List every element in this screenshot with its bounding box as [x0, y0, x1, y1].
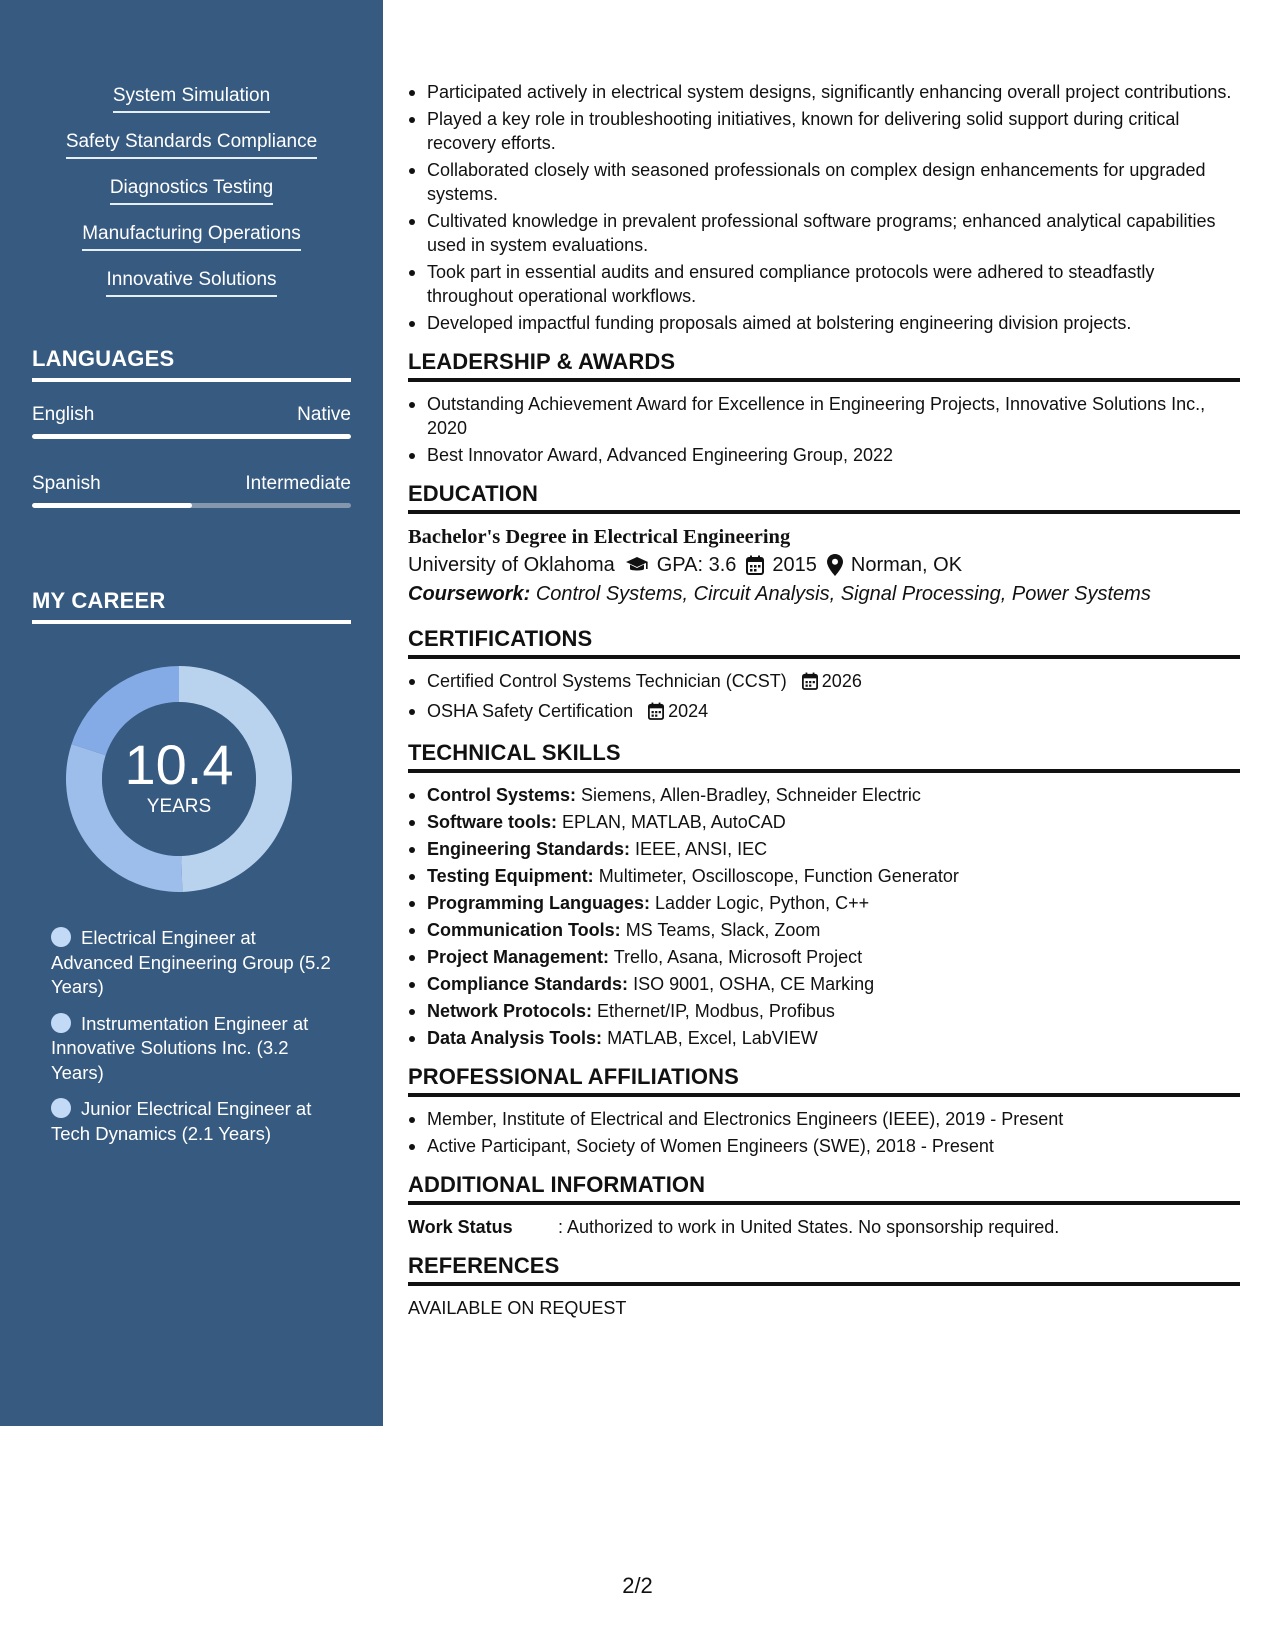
skill-value: IEEE, ANSI, IEC — [635, 839, 768, 859]
career-item-text: Electrical Engineer at Advanced Engineering Group (5.2 Years) — [51, 927, 331, 997]
skill-link[interactable]: Innovative Solutions — [106, 268, 276, 297]
school-name: University of Oklahoma — [408, 554, 615, 576]
career-dot-icon — [51, 1098, 71, 1118]
certifications-section — [408, 626, 1240, 726]
experience-bullet: Took part in essential audits and ensured compliance protocols were adhered to steadfastly throughout operational workflows. — [408, 260, 1240, 308]
certification-year: 2024 — [668, 701, 709, 721]
page-number: 2/2 — [622, 1573, 653, 1598]
language-level: Native — [297, 404, 351, 425]
skill-value: Multimeter, Oscilloscope, Function Generator — [598, 866, 959, 886]
career-donut-chart — [66, 666, 292, 892]
education-details — [408, 550, 1240, 580]
references-section — [408, 1253, 1240, 1320]
graduation-cap-icon — [625, 556, 649, 574]
skill-value: Ethernet/IP, Modbus, Profibus — [597, 1001, 835, 1021]
additional-info-section — [408, 1172, 1240, 1239]
skill-label: Network Protocols: — [427, 1001, 593, 1021]
career-total-unit: YEARS — [146, 796, 212, 817]
career-item-text: Instrumentation Engineer at Innovative Solutions Inc. (3.2 Years) — [51, 1012, 309, 1083]
experience-bullet: Participated actively in electrical system designs, significantly enhancing overall project contributions. — [408, 80, 1240, 104]
language-level: Intermediate — [245, 473, 351, 494]
skill-label: Programming Languages: — [427, 893, 651, 913]
skill-label: Project Management: — [427, 947, 610, 967]
skill-value: Siemens, Allen-Bradley, Schneider Electric — [581, 785, 921, 805]
technical-skills-section — [408, 740, 1240, 1050]
affiliation-item: Active Participant, Society of Women Engineers (SWE), 2018 - Present — [408, 1134, 1240, 1158]
experience-bullets — [408, 80, 1240, 335]
section-heading: ADDITIONAL INFORMATION — [408, 1172, 1240, 1205]
coursework-label: Coursework: — [408, 583, 531, 605]
skill-label: Control Systems: — [427, 785, 577, 805]
experience-bullet: Collaborated closely with seasoned professionals on complex design enhancements for upgraded systems. — [408, 158, 1240, 206]
skill-value: ISO 9001, OSHA, CE Marking — [633, 974, 875, 994]
skill-value: MS Teams, Slack, Zoom — [625, 920, 821, 940]
leadership-list — [408, 392, 1240, 467]
main-content — [408, 80, 1240, 1320]
skill-item — [408, 783, 1240, 807]
language-bar-fill — [32, 434, 351, 439]
experience-bullet: Played a key role in troubleshooting initiatives, known for delivering solid support during critical recovery efforts. — [408, 107, 1240, 155]
skill-value: MATLAB, Excel, LabVIEW — [607, 1028, 818, 1048]
section-heading: EDUCATION — [408, 481, 1240, 514]
skill-label: Data Analysis Tools: — [427, 1028, 603, 1048]
skill-label: Communication Tools: — [427, 920, 621, 940]
skill-link[interactable]: Diagnostics Testing — [110, 176, 273, 205]
affiliation-item: Member, Institute of Electrical and Electronics Engineers (IEEE), 2019 - Present — [408, 1107, 1240, 1131]
certification-name: OSHA Safety Certification — [427, 701, 634, 721]
graduation-year: 2015 — [772, 554, 817, 576]
language-row — [32, 473, 351, 495]
section-heading: REFERENCES — [408, 1253, 1240, 1286]
experience-bullet: Cultivated knowledge in prevalent professional software programs; enhanced analytical capabilities used in system evaluations. — [408, 209, 1240, 257]
skill-value: EPLAN, MATLAB, AutoCAD — [562, 812, 786, 832]
work-status-row — [408, 1215, 1240, 1239]
work-status-label: Work Status — [408, 1217, 513, 1237]
section-heading: TECHNICAL SKILLS — [408, 740, 1240, 773]
skill-label: Testing Equipment: — [427, 866, 594, 886]
career-item — [51, 1012, 331, 1086]
work-status-value: : Authorized to work in United States. No sponsorship required. — [558, 1217, 1060, 1237]
career-item — [51, 1097, 331, 1146]
skill-item — [408, 945, 1240, 969]
skill-link[interactable]: Manufacturing Operations — [82, 222, 301, 251]
technical-skills-list — [408, 783, 1240, 1050]
leadership-section — [408, 349, 1240, 467]
certification-name: Certified Control Systems Technician (CCST) — [427, 671, 787, 691]
language-name: Spanish — [32, 473, 101, 494]
gpa: GPA: 3.6 — [656, 554, 737, 576]
section-heading: PROFESSIONAL AFFILIATIONS — [408, 1064, 1240, 1097]
skill-item — [408, 837, 1240, 861]
language-bar — [32, 503, 351, 508]
affiliations-list — [408, 1107, 1240, 1158]
career-total — [66, 666, 292, 892]
references-text: AVAILABLE ON REQUEST — [408, 1298, 627, 1318]
coursework — [408, 580, 1240, 608]
language-row — [32, 404, 351, 426]
certification-year: 2026 — [821, 671, 862, 691]
calendar-icon — [746, 555, 764, 575]
career-item — [51, 926, 331, 1000]
skill-item — [408, 972, 1240, 996]
leadership-item: Outstanding Achievement Award for Excellence in Engineering Projects, Innovative Solutions Inc., 2020 — [408, 392, 1240, 440]
career-list — [51, 926, 331, 1158]
skill-label: Compliance Standards: — [427, 974, 629, 994]
skill-item — [408, 918, 1240, 942]
section-heading: LEADERSHIP & AWARDS — [408, 349, 1240, 382]
language-name: English — [32, 404, 95, 425]
skills-list — [0, 84, 383, 314]
career-item-text: Junior Electrical Engineer at Tech Dynamics (2.1 Years) — [51, 1098, 312, 1144]
skill-link[interactable]: System Simulation — [113, 84, 270, 113]
career-dot-icon — [51, 1013, 71, 1033]
language-bar-fill — [32, 503, 192, 508]
location-pin-icon — [827, 554, 843, 576]
calendar-icon — [802, 672, 818, 696]
skill-item — [408, 999, 1240, 1023]
experience-bullet: Developed impactful funding proposals aimed at bolstering engineering division projects. — [408, 311, 1240, 335]
skill-label: Software tools: — [427, 812, 558, 832]
skill-item — [408, 810, 1240, 834]
leadership-item: Best Innovator Award, Advanced Engineering Group, 2022 — [408, 443, 1240, 467]
skill-link[interactable]: Safety Standards Compliance — [66, 130, 317, 159]
skill-label: Engineering Standards: — [427, 839, 631, 859]
career-total-value: 10.4 — [124, 733, 234, 796]
skill-item — [408, 864, 1240, 888]
skill-value: Trello, Asana, Microsoft Project — [613, 947, 863, 967]
skill-item — [408, 891, 1240, 915]
certification-item — [408, 669, 1240, 696]
languages-heading: LANGUAGES — [32, 346, 351, 382]
school-location: Norman, OK — [850, 554, 963, 576]
career-heading: MY CAREER — [32, 588, 351, 624]
degree-title: Bachelor's Degree in Electrical Engineering — [408, 526, 791, 548]
skill-value: Ladder Logic, Python, C++ — [655, 893, 870, 913]
career-dot-icon — [51, 927, 71, 947]
education-section — [408, 481, 1240, 608]
certification-item — [408, 699, 1240, 726]
certifications-list — [408, 669, 1240, 726]
skill-item — [408, 1026, 1240, 1050]
section-heading: CERTIFICATIONS — [408, 626, 1240, 659]
affiliations-section — [408, 1064, 1240, 1158]
language-bar — [32, 434, 351, 439]
coursework-text: Control Systems, Circuit Analysis, Signal Processing, Power Systems — [535, 583, 1151, 605]
sidebar — [0, 0, 383, 1426]
calendar-icon — [648, 702, 664, 726]
